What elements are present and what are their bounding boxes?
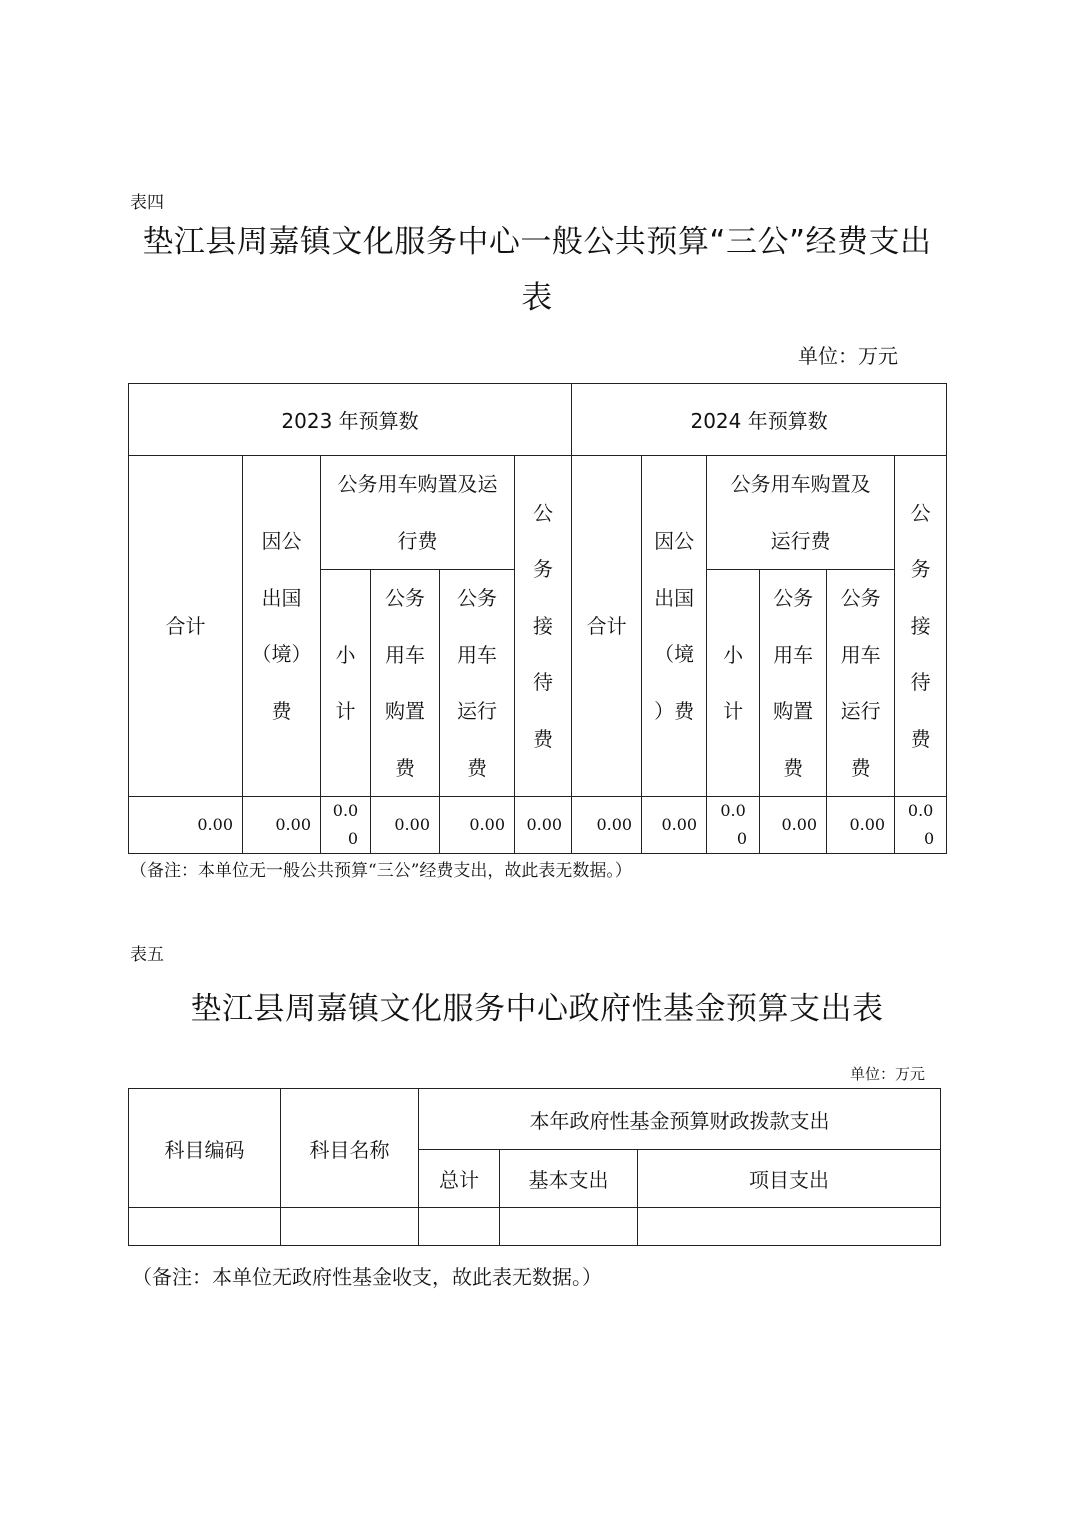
value-total-2023: 0.00 <box>129 797 243 854</box>
table-cell <box>419 1208 500 1246</box>
header-purchase-2023: 公务 用车 购置 费 <box>371 570 440 797</box>
table4-note: （备注：本单位无一般公共预算“三公”经费支出，故此表无数据。） <box>130 861 632 881</box>
table-cell <box>638 1208 941 1246</box>
header-vehicle-2024: 公务用车购置及 运行费 <box>707 456 895 570</box>
header-reception-2024: 公 务 接 待 费 <box>895 456 947 797</box>
value-operation-2024: 0.00 <box>827 797 895 854</box>
table4 <box>128 383 947 854</box>
header-name: 科目名称 <box>281 1089 419 1208</box>
value-abroad-2023: 0.00 <box>243 797 321 854</box>
header-2024: 2024 年预算数 <box>572 384 947 456</box>
header-total-2023: 合计 <box>129 456 243 797</box>
header-reception-2023: 公 务 接 待 费 <box>515 456 572 797</box>
value-subtotal-2023: 0.0 0 <box>321 797 371 854</box>
header-fund-expenditure: 本年政府性基金预算财政拨款支出 <box>419 1089 941 1150</box>
table-cell <box>281 1208 419 1246</box>
table5-note: （备注：本单位无政府性基金收支，故此表无数据。） <box>132 1265 602 1289</box>
value-reception-2023: 0.00 <box>515 797 572 854</box>
header-abroad-2023: 因公 出国 （境） 费 <box>243 456 321 797</box>
table4-label: 表四 <box>130 193 164 213</box>
table4-title-line2: 表 <box>521 280 553 316</box>
header-total: 总计 <box>419 1150 500 1208</box>
header-abroad-2024: 因公 出国 （境 ）费 <box>642 456 707 797</box>
table5-label: 表五 <box>130 945 164 965</box>
header-project: 项目支出 <box>638 1150 941 1208</box>
header-operation-2023: 公务 用车 运行 费 <box>440 570 515 797</box>
header-subtotal-2024: 小 计 <box>707 570 760 797</box>
header-code: 科目编码 <box>129 1089 281 1208</box>
header-2023: 2023 年预算数 <box>129 384 572 456</box>
value-subtotal-2024: 0.0 0 <box>707 797 760 854</box>
table4-unit: 单位：万元 <box>798 344 898 368</box>
header-vehicle-2023: 公务用车购置及运 行费 <box>321 456 515 570</box>
value-purchase-2024: 0.00 <box>760 797 827 854</box>
header-basic: 基本支出 <box>500 1150 638 1208</box>
table4-title-line1: 垫江县周嘉镇文化服务中心一般公共预算“三公”经费支出 <box>142 224 932 260</box>
header-total-2024: 合计 <box>572 456 642 797</box>
table-cell <box>500 1208 638 1246</box>
value-operation-2023: 0.00 <box>440 797 515 854</box>
table5 <box>128 1088 941 1246</box>
header-subtotal-2023: 小 计 <box>321 570 371 797</box>
header-operation-2024: 公务 用车 运行 费 <box>827 570 895 797</box>
value-reception-2024: 0.0 0 <box>895 797 947 854</box>
value-total-2024: 0.00 <box>572 797 642 854</box>
value-abroad-2024: 0.00 <box>642 797 707 854</box>
table-cell <box>129 1208 281 1246</box>
table5-unit: 单位：万元 <box>850 1065 926 1083</box>
value-purchase-2023: 0.00 <box>371 797 440 854</box>
table5-title: 垫江县周嘉镇文化服务中心政府性基金预算支出表 <box>190 991 884 1027</box>
header-purchase-2024: 公务 用车 购置 费 <box>760 570 827 797</box>
